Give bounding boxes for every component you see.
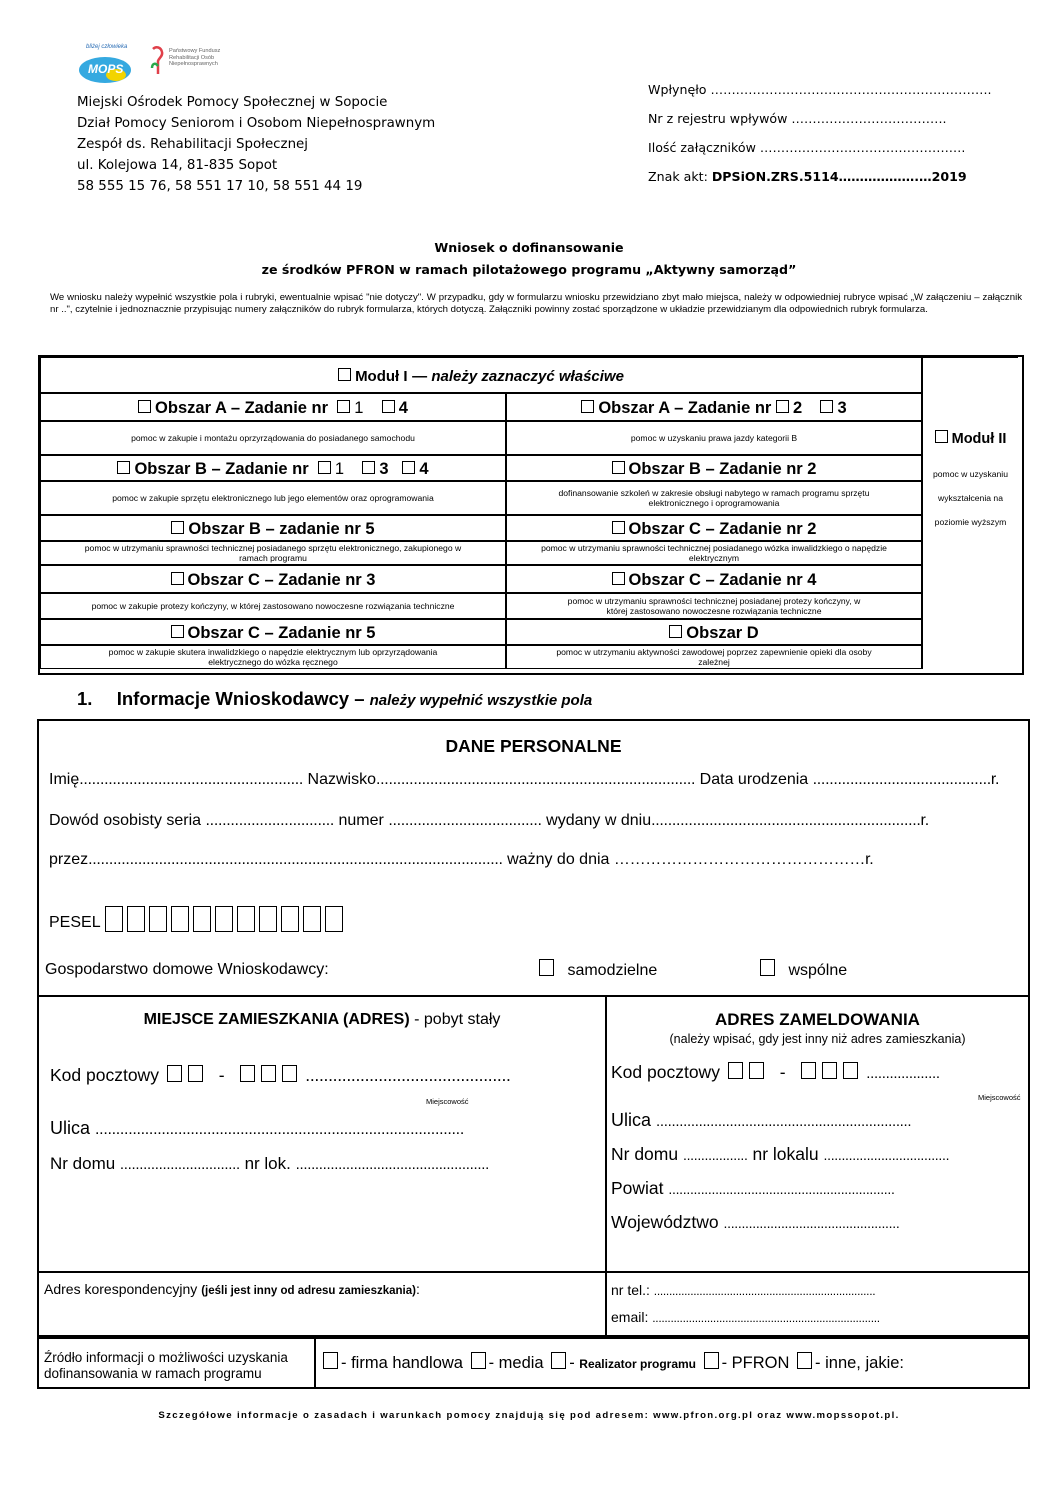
institution-line: 58 555 15 76, 58 551 17 10, 58 551 44 19 <box>77 179 363 194</box>
issued-by-label: przez <box>49 851 89 868</box>
task-description: pomoc w utrzymaniu sprawności technicznej posiadanej protezy kończyny, w której zastosowano nowoczesne rozwiązania techniczne <box>506 593 922 619</box>
modul2-desc <box>923 462 1018 534</box>
pesel-digit-box[interactable] <box>171 906 189 932</box>
source-realizator-checkbox[interactable] <box>551 1352 566 1369</box>
pesel-digit-box[interactable] <box>325 906 343 932</box>
form-title <box>0 237 1058 281</box>
postal-code-input[interactable] <box>164 1065 305 1085</box>
house-number-label: Nr domu <box>611 1144 679 1164</box>
institution-line: Zespół ds. Rehabilitacji Społecznej <box>77 137 309 152</box>
first-name-label: Imię <box>49 771 80 788</box>
task-number: 3 <box>837 399 847 417</box>
email-label: email: <box>611 1309 649 1325</box>
registry-received[interactable]: Wpłynęło …………………………………………………………. <box>648 82 992 97</box>
correspondence-colon: : <box>415 1281 420 1297</box>
county-label: Powiat <box>611 1178 664 1198</box>
modul1-label: Moduł I <box>355 368 408 385</box>
task-description: pomoc w zakupie i montażu oprzyrządowania do posiadanego samochodu <box>40 421 506 455</box>
area-a-label: Obszar A – Zadanie nr <box>155 399 329 417</box>
residence-street-row <box>50 1118 464 1139</box>
modul1-checkbox[interactable] <box>338 368 351 381</box>
source-company-checkbox[interactable] <box>323 1352 338 1369</box>
pesel-digit-box[interactable] <box>105 906 123 932</box>
correspondence-note: (jeśli jest inny od adresu zamieszkania) <box>201 1285 416 1297</box>
task-description: pomoc w utrzymaniu sprawności technicznej posiadanego sprzętu elektronicznego, zakupionego w ramach programu <box>40 541 506 565</box>
pfron-logo-icon <box>150 46 166 76</box>
city-caption: Miejscowość <box>978 1093 1021 1102</box>
area-b-checkbox[interactable] <box>171 521 184 534</box>
modul2-desc-line: poziomie wyższym <box>934 517 1007 527</box>
task-4-checkbox[interactable] <box>382 400 395 413</box>
registry-block <box>648 75 992 191</box>
task-2-checkbox[interactable] <box>776 400 789 413</box>
last-name-label: Nazwisko <box>307 771 377 788</box>
apartment-field[interactable]: ................................... <box>823 1147 950 1163</box>
info-source-divider <box>314 1337 316 1389</box>
institution-line: Miejski Ośrodek Pomocy Społecznej w Sopocie <box>77 95 388 110</box>
pesel-digit-box[interactable] <box>215 906 233 932</box>
modul2-header <box>923 430 1018 447</box>
area-c-checkbox[interactable] <box>612 572 625 585</box>
pesel-input[interactable] <box>105 914 347 931</box>
task-3-checkbox[interactable] <box>362 461 375 474</box>
personal-row-3 <box>49 851 873 869</box>
postal-code-input[interactable] <box>725 1062 866 1082</box>
section-number: 1. <box>77 688 93 709</box>
household-option-shared[interactable] <box>757 959 847 980</box>
registry-number[interactable]: Nr z rejestru wpływów ………………………………. <box>648 111 947 126</box>
area-b-tasks-1-3-4[interactable] <box>40 455 506 481</box>
valid-until-field[interactable]: …………………………………………r. <box>613 851 874 868</box>
task-description: pomoc w zakupie skutera inwalidzkiego o napędzie elektrycznym lub oprzyrządowania elektrycznego do wózka ręcznego <box>40 645 506 669</box>
source-other-checkbox[interactable] <box>797 1352 812 1369</box>
first-name-field[interactable]: ...................................................... <box>79 771 304 788</box>
institution-line: ul. Kolejowa 14, 81-835 Sopot <box>77 158 278 173</box>
household-single-checkbox[interactable] <box>539 959 554 976</box>
area-c-task-2[interactable] <box>506 515 922 541</box>
area-a-checkbox[interactable] <box>138 400 151 413</box>
personal-row-2 <box>49 812 929 830</box>
task-4-checkbox[interactable] <box>402 461 415 474</box>
area-c-checkbox[interactable] <box>171 625 184 638</box>
section-1-heading <box>77 688 592 710</box>
area-c-checkbox[interactable] <box>612 521 625 534</box>
id-number-field[interactable]: ..................................... <box>388 812 542 829</box>
modul2-cell[interactable] <box>922 357 1018 669</box>
task-number: 1 <box>354 399 364 417</box>
task-3-checkbox[interactable] <box>820 400 833 413</box>
pesel-digit-box[interactable] <box>237 906 255 932</box>
household-row <box>45 961 329 979</box>
registered-street-row <box>611 1110 911 1131</box>
area-b-task-5[interactable] <box>40 515 506 541</box>
source-pfron-checkbox[interactable] <box>704 1352 719 1369</box>
pesel-digit-box[interactable] <box>127 906 145 932</box>
registered-voivodeship-row <box>611 1212 899 1233</box>
residence-title <box>37 1011 607 1029</box>
voivodeship-label: Województwo <box>611 1212 719 1232</box>
house-number-label: Nr domu <box>50 1154 116 1173</box>
modul1-header[interactable]: Moduł I — należy zaznaczyć właściwe <box>40 357 922 393</box>
task-number: 3 <box>379 460 389 478</box>
house-number-field[interactable]: .................. <box>682 1147 748 1163</box>
info-source-options <box>320 1352 904 1373</box>
task-description: pomoc w utrzymaniu aktywności zawodowej poprzez zapewnienie opieki dla osoby zależnej <box>506 645 922 669</box>
area-c-task-5[interactable] <box>40 619 506 645</box>
institution-line: Dział Pomocy Seniorom i Osobom Niepełnosprawnym <box>77 116 436 131</box>
street-label: Ulica <box>50 1118 91 1138</box>
info-source-label: Źródło informacji o możliwości uzyskania dofinansowania w ramach programu <box>44 1350 288 1381</box>
area-c-task-4-label: Obszar C – Zadanie nr 4 <box>628 571 817 589</box>
modules-table <box>38 355 1024 675</box>
registry-case-value: DPSiON.ZRS.5114……………….…2019 <box>711 169 967 184</box>
postal-dash: - <box>218 1065 225 1085</box>
valid-until-label: ważny do dnia <box>507 851 610 868</box>
birth-date-field[interactable]: ...........................................r. <box>812 771 1000 788</box>
apartment-label: nr lokalu <box>752 1144 819 1164</box>
area-a-checkbox[interactable] <box>581 400 594 413</box>
area-c-checkbox[interactable] <box>171 572 184 585</box>
task-number: 4 <box>398 399 408 417</box>
city-caption: Miejscowość <box>426 1097 469 1106</box>
task-description: pomoc w uzyskaniu prawa jazdy kategorii B <box>506 421 922 455</box>
email-row <box>611 1309 880 1325</box>
task-1-checkbox[interactable] <box>337 400 350 413</box>
form-title-line1: Wniosek o dofinansowanie <box>434 240 624 255</box>
issued-by-field[interactable]: .................................................................................................... <box>88 851 503 868</box>
task-description: pomoc w utrzymaniu sprawności technicznej posiadanego wózka inwalidzkiego o napędzie elektrycznym <box>506 541 922 565</box>
area-a-label: Obszar A – Zadanie nr <box>598 399 772 417</box>
registry-case-label: Znak akt: <box>648 169 712 184</box>
section-note: należy wypełnić wszystkie pola <box>369 692 593 709</box>
household-option-single[interactable] <box>536 959 657 980</box>
apartment-label: nr lok. <box>244 1154 291 1173</box>
source-pfron-label: - PFRON <box>721 1354 790 1372</box>
pesel-digit-box[interactable] <box>281 906 299 932</box>
residence-postal-row <box>50 1065 511 1086</box>
registered-number-row <box>611 1144 949 1165</box>
area-d-checkbox[interactable] <box>669 625 682 638</box>
street-label: Ulica <box>611 1110 652 1130</box>
registered-title: ADRES ZAMELDOWANIA <box>715 1010 920 1029</box>
task-number: 1 <box>334 460 345 478</box>
pesel-row <box>49 906 347 932</box>
source-media-checkbox[interactable] <box>471 1352 486 1369</box>
postal-code-label: Kod pocztowy <box>611 1062 720 1082</box>
mops-logo <box>76 44 134 84</box>
task-1-checkbox[interactable] <box>318 461 331 474</box>
area-b-checkbox[interactable] <box>612 461 625 474</box>
pesel-digit-box[interactable] <box>193 906 211 932</box>
postal-code-label: Kod pocztowy <box>50 1065 159 1085</box>
registry-case-ref <box>648 162 992 191</box>
source-realizator-label: Realizator programu <box>579 1357 696 1371</box>
task-description: pomoc w zakupie protezy kończyny, w której zastosowano nowoczesne rozwiązania techniczne <box>40 593 506 619</box>
area-b-task-2-label: Obszar B – Zadanie nr 2 <box>628 460 817 478</box>
residence-title-suffix: - pobyt stały <box>409 1011 501 1028</box>
pesel-label: PESEL <box>49 914 101 931</box>
task-description: pomoc w zakupie sprzętu elektronicznego lub jego elementów oraz oprogramowania <box>40 481 506 515</box>
id-series-label: Dowód osobisty seria <box>49 812 202 829</box>
id-series-field[interactable]: ............................... <box>205 812 335 829</box>
area-c-task-3-label: Obszar C – Zadanie nr 3 <box>187 571 376 589</box>
issued-label: wydany w dniu <box>546 812 652 829</box>
area-c-task-4[interactable] <box>506 565 922 593</box>
last-name-field[interactable]: ............................................................................. <box>376 771 696 788</box>
modul2-label: Moduł II <box>951 431 1007 447</box>
household-single-label: samodzielne <box>567 962 658 979</box>
phone-row <box>611 1282 875 1298</box>
pesel-digit-box[interactable] <box>149 906 167 932</box>
footer-note: Szczegółowe informacje o zasadach i warunkach pomocy znajdują się pod adresem: www.pfron.org.pl oraz www.mopssopot.pl. <box>158 1410 900 1421</box>
postal-dash: - <box>779 1062 786 1082</box>
source-other-label: - inne, jakie: <box>815 1354 904 1372</box>
modul1-note: należy zaznaczyć właściwe <box>431 368 624 385</box>
source-realizator-prefix: - <box>569 1354 580 1372</box>
source-media-label: - media <box>488 1354 544 1372</box>
city-field[interactable]: ................... <box>866 1065 940 1082</box>
personal-data-header: DANE PERSONALNE <box>445 736 622 756</box>
registered-postal-row <box>611 1062 940 1083</box>
pesel-digit-box[interactable] <box>303 906 321 932</box>
task-description: dofinansowanie szkoleń w zakresie obsługi nabytego w ramach programu sprzętu elektronicznego i oprogramowania <box>506 481 922 515</box>
pfron-logo <box>150 46 230 78</box>
contact-box <box>605 1271 1030 1337</box>
registered-county-row <box>611 1178 895 1199</box>
area-b-task-2[interactable] <box>506 455 922 481</box>
residence-number-row <box>50 1154 489 1174</box>
email-field[interactable]: ........................................................................... <box>652 1311 880 1325</box>
modul2-desc-line: wykształcenia na <box>938 493 1003 503</box>
area-a-tasks-2-3[interactable] <box>506 393 922 421</box>
area-c-task-3[interactable] <box>40 565 506 593</box>
id-number-label: numer <box>338 812 384 829</box>
mops-logo-text: MOPS <box>88 62 124 76</box>
city-field[interactable]: ............................................. <box>305 1065 511 1085</box>
area-b-label: Obszar B – Zadanie nr <box>134 460 309 478</box>
pesel-digit-box[interactable] <box>259 906 277 932</box>
correspondence-label: Adres korespondencyjny <box>44 1281 198 1297</box>
mops-slogan: bliżej człowieka <box>86 44 128 50</box>
residence-title-text: MIEJSCE ZAMIESZKANIA (ADRES) <box>143 1011 410 1028</box>
correspondence-row[interactable] <box>44 1281 420 1297</box>
area-c-task-2-label: Obszar C – Zadanie nr 2 <box>628 520 817 538</box>
phone-label: nr tel.: <box>611 1282 650 1298</box>
modul2-desc-line: pomoc w uzyskaniu <box>933 469 1008 479</box>
intro-text: We wniosku należy wypełnić wszystkie pola i rubryki, ewentualnie wpisać "nie dotyczy". W przypadku, gdy w formularzu wniosku przewidziano zbyt mało miejsca, należy w odpowiedniej rubryce wpisać „W załączeniu – załącznik nr ..", czytelnie i jednoznacznie przypisując numery załączników do rubryk formularza, których dotyczą. Załączniki powinny zostać sporządzone w układzie przewidzianym dla odpowiednich rubryk formularza. <box>50 292 1022 316</box>
registry-attachments[interactable]: Ilość załączników …………………………………………. <box>648 140 966 155</box>
county-field[interactable]: ............................................................... <box>668 1181 895 1197</box>
voivodeship-field[interactable]: ................................................. <box>723 1215 900 1231</box>
registered-note: (należy wpisać, gdy jest inny niż adres zamieszkania) <box>669 1032 966 1046</box>
form-title-line2: ze środków PFRON w ramach pilotażowego programu „Aktywny samorząd” <box>261 262 797 277</box>
area-c-task-5-label: Obszar C – Zadanie nr 5 <box>187 624 376 642</box>
street-field[interactable]: .................................................................. <box>656 1113 912 1130</box>
modul2-checkbox[interactable] <box>935 430 948 443</box>
area-d[interactable] <box>506 619 922 645</box>
source-company-label: - firma handlowa <box>341 1354 463 1372</box>
section-title: Informacje Wnioskodawcy – <box>116 688 365 709</box>
household-label: Gospodarstwo domowe Wnioskodawcy: <box>45 961 329 978</box>
pfron-logo-text: Państwowy Fundusz Rehabilitacji Osób Niepełnosprawnych <box>169 48 221 68</box>
area-d-label: Obszar D <box>686 624 759 642</box>
apartment-field[interactable]: .................................................. <box>295 1156 489 1173</box>
area-b-task-5-label: Obszar B – zadanie nr 5 <box>188 520 375 538</box>
issued-date-field[interactable]: .................................................................r. <box>651 812 929 829</box>
household-shared-label: wspólne <box>788 962 848 979</box>
institution-block <box>77 92 435 197</box>
task-number: 4 <box>419 460 429 478</box>
household-shared-checkbox[interactable] <box>760 959 775 976</box>
personal-row-1 <box>49 771 999 789</box>
task-number: 2 <box>792 399 803 417</box>
area-a-tasks-1-4[interactable] <box>40 393 506 421</box>
phone-field[interactable]: ......................................................................... <box>653 1284 876 1298</box>
area-b-checkbox[interactable] <box>117 461 130 474</box>
house-number-field[interactable]: ............................... <box>119 1156 240 1173</box>
birth-date-label: Data urodzenia <box>699 771 809 788</box>
street-field[interactable]: ......................................................................................... <box>95 1121 464 1138</box>
